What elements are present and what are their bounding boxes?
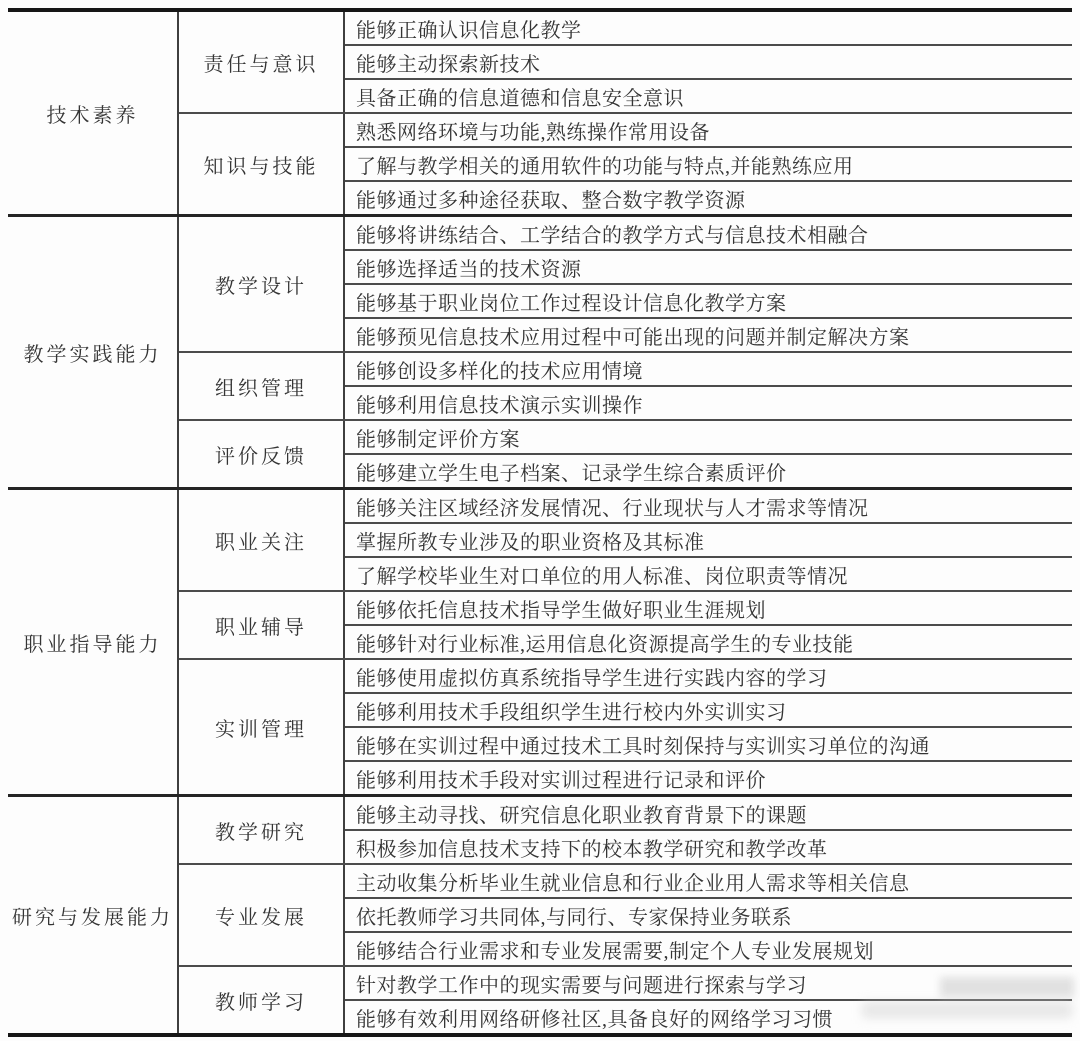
item-cell: 依托教师学习共同体,与同行、专家保持业务联系 (344, 898, 1072, 932)
item-cell: 能够选择适当的技术资源 (344, 250, 1072, 284)
subcategory-cell: 职业辅导 (178, 591, 344, 659)
item-cell: 能够利用信息技术演示实训操作 (344, 386, 1072, 420)
item-cell: 能够结合行业需求和专业发展需要,制定个人专业发展规划 (344, 932, 1072, 966)
subcategory-cell: 评价反馈 (178, 420, 344, 489)
item-cell: 主动收集分析毕业生就业信息和行业企业用人需求等相关信息 (344, 864, 1072, 898)
subcategory-cell: 职业关注 (178, 489, 344, 592)
item-cell: 针对教学工作中的现实需要与问题进行探索与学习 (344, 966, 1072, 1000)
item-cell: 能够针对行业标准,运用信息化资源提高学生的专业技能 (344, 625, 1072, 659)
item-cell: 能够使用虚拟仿真系统指导学生进行实践内容的学习 (344, 659, 1072, 693)
item-cell: 了解与教学相关的通用软件的功能与特点,并能熟练应用 (344, 147, 1072, 181)
category-cell: 研究与发展能力 (8, 796, 178, 1036)
subcategory-cell: 知识与技能 (178, 113, 344, 216)
subcategory-cell: 实训管理 (178, 659, 344, 796)
subcategory-cell: 教学设计 (178, 216, 344, 353)
competency-table (8, 8, 1072, 1037)
item-cell: 能够预见信息技术应用过程中可能出现的问题并制定解决方案 (344, 318, 1072, 352)
category-cell: 职业指导能力 (8, 489, 178, 796)
subcategory-cell: 责任与意识 (178, 10, 344, 113)
item-cell: 能够利用技术手段对实训过程进行记录和评价 (344, 761, 1072, 796)
item-cell: 能够利用技术手段组织学生进行校内外实训实习 (344, 693, 1072, 727)
item-cell: 能够有效利用网络研修社区,具备良好的网络学习习惯 (344, 1000, 1072, 1035)
item-cell: 能够通过多种途径获取、整合数字教学资源 (344, 181, 1072, 216)
item-cell: 熟悉网络环境与功能,熟练操作常用设备 (344, 113, 1072, 147)
item-cell: 能够制定评价方案 (344, 420, 1072, 454)
item-cell: 能够依托信息技术指导学生做好职业生涯规划 (344, 591, 1072, 625)
item-cell: 能够主动寻找、研究信息化职业教育背景下的课题 (344, 796, 1072, 831)
category-cell: 技术素养 (8, 10, 178, 216)
item-cell: 能够关注区域经济发展情况、行业现状与人才需求等情况 (344, 489, 1072, 524)
item-cell: 能够基于职业岗位工作过程设计信息化教学方案 (344, 284, 1072, 318)
item-cell: 积极参加信息技术支持下的校本教学研究和教学改革 (344, 830, 1072, 864)
category-cell: 教学实践能力 (8, 216, 178, 489)
item-cell: 能够在实训过程中通过技术工具时刻保持与实训实习单位的沟通 (344, 727, 1072, 761)
subcategory-cell: 专业发展 (178, 864, 344, 966)
table-row (8, 796, 1072, 831)
table-row (8, 216, 1072, 251)
subcategory-cell: 教师学习 (178, 966, 344, 1035)
item-cell: 了解学校毕业生对口单位的用人标准、岗位职责等情况 (344, 557, 1072, 591)
item-cell: 具备正确的信息道德和信息安全意识 (344, 79, 1072, 113)
table-row (8, 10, 1072, 45)
item-cell: 能够创设多样化的技术应用情境 (344, 352, 1072, 386)
item-cell: 能够建立学生电子档案、记录学生综合素质评价 (344, 454, 1072, 489)
item-cell: 能够正确认识信息化教学 (344, 10, 1072, 45)
table-row (8, 489, 1072, 524)
item-cell: 能够主动探索新技术 (344, 45, 1072, 79)
item-cell: 能够将讲练结合、工学结合的教学方式与信息技术相融合 (344, 216, 1072, 251)
subcategory-cell: 教学研究 (178, 796, 344, 865)
subcategory-cell: 组织管理 (178, 352, 344, 420)
item-cell: 掌握所教专业涉及的职业资格及其标准 (344, 523, 1072, 557)
